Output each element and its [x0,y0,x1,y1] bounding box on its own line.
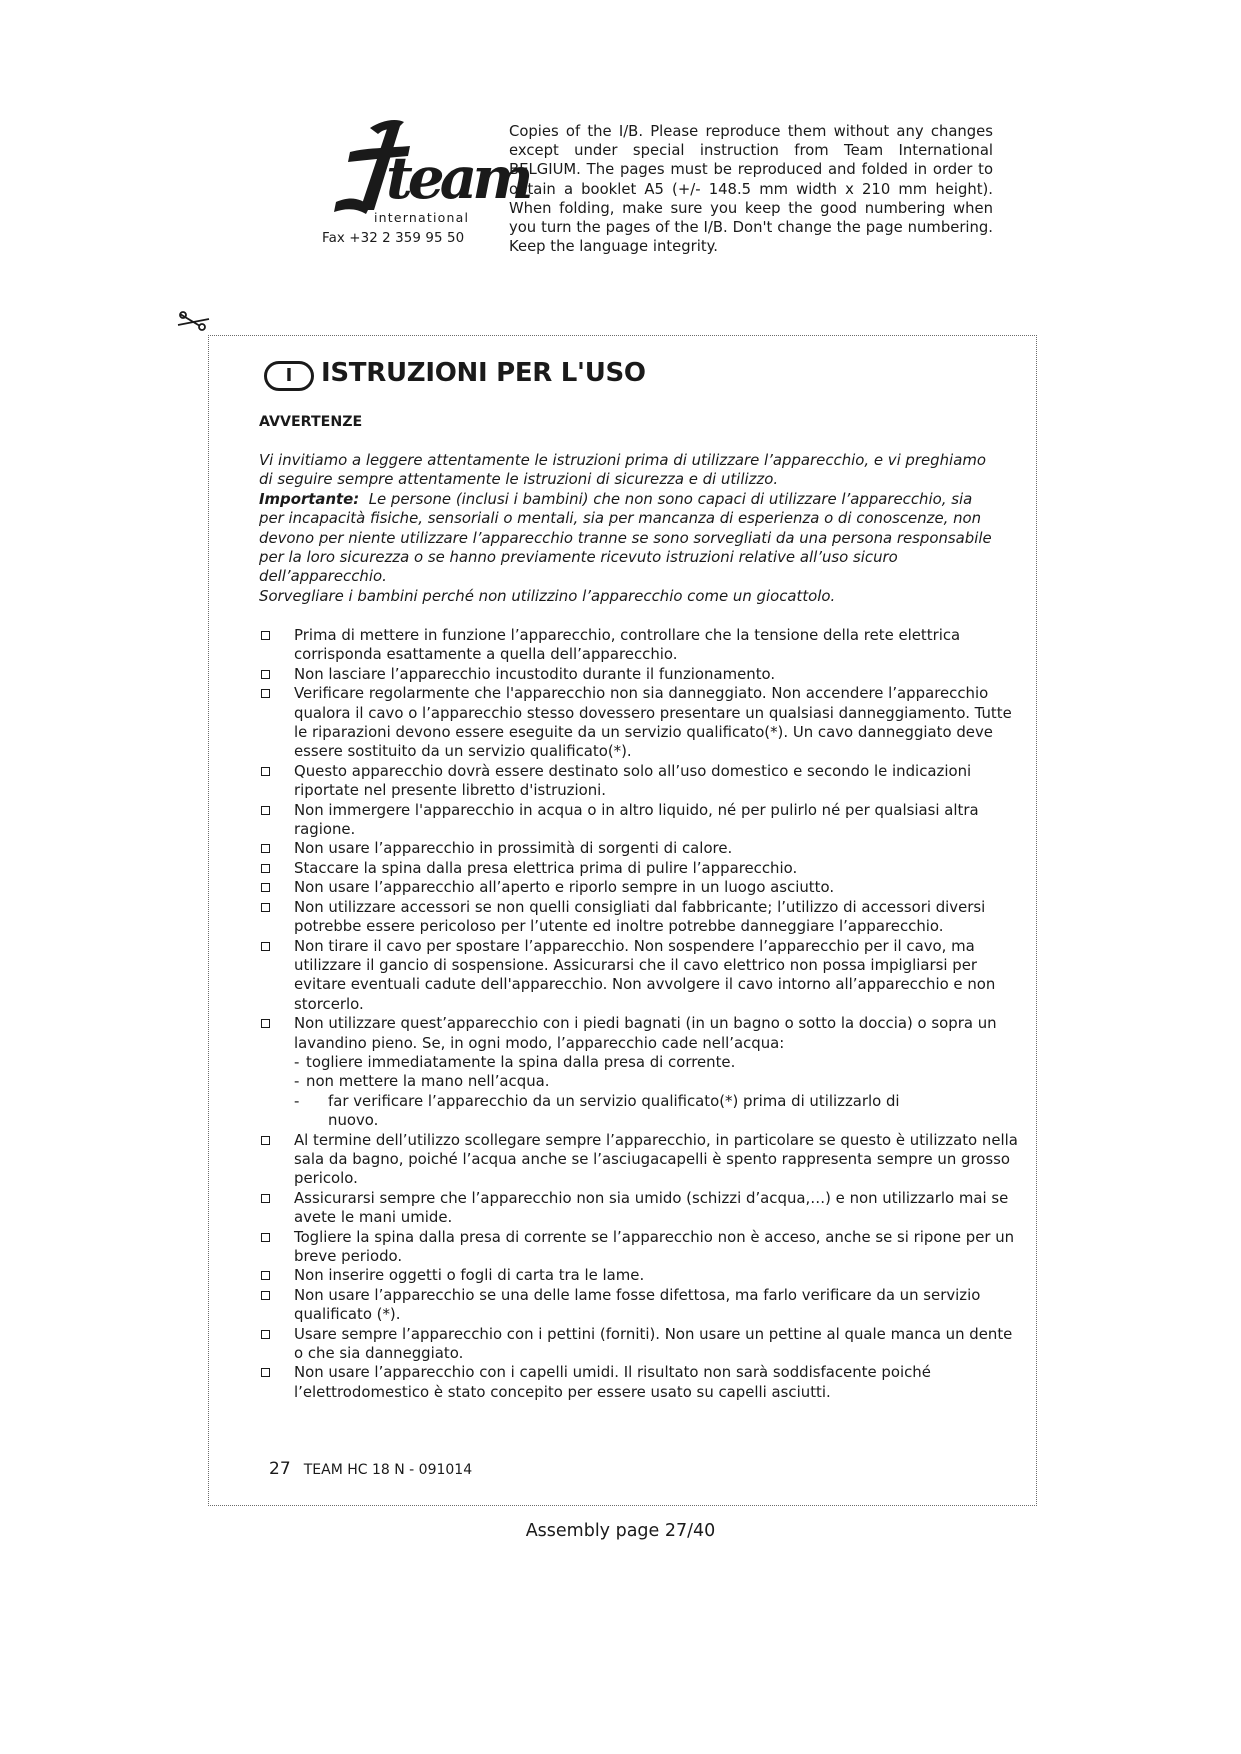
checkbox-bullet-icon [261,1271,270,1280]
checkbox-bullet-icon [261,1330,270,1339]
list-item-text: Non lasciare l’apparecchio incustodito durante il funzionamento. [294,664,776,683]
intro-block [259,451,999,606]
checkbox-bullet-icon [261,670,270,679]
list-item-text: Assicurarsi sempre che l’apparecchio non sia umido (schizzi d’acqua,…) e non utilizzarlo mai se avete le mani umide. [294,1188,1009,1227]
sub-item-text: far verificare l’apparecchio da un servizio qualificato(*) prima di utilizzarlo di nuovo. [328,1091,900,1130]
checkbox-bullet-icon [261,1233,270,1242]
checkbox-bullet-icon [261,767,270,776]
list-item-text: Togliere la spina dalla presa di corrente se l’apparecchio non è acceso, anche se si ripone per un breve periodo. [294,1227,1015,1265]
list-item-text: Usare sempre l’apparecchio con i pettini (forniti). Non usare un pettine al quale manca un dente o che sia danneggiato. [294,1324,1013,1363]
fax-number: Fax +32 2 359 95 50 [322,231,465,246]
team-international-logo [330,118,529,230]
list-item [259,878,1019,897]
list-item [259,665,1019,684]
water-steps [259,1053,1019,1131]
warnings-list [259,626,1019,1402]
checkbox-bullet-icon [261,903,270,912]
list-item-text: Staccare la spina dalla presa elettrica prima di pulire l’apparecchio. [294,858,798,877]
scissors-icon [178,311,210,331]
list-item-text: Al termine dell’utilizzo scollegare sempre l’apparecchio, in particolare se questo è utilizzato nella sala da bagno, poiché l’acqua anche se l’asciugacapelli è spento rappresenta sempre un grosso pericolo. [294,1130,1018,1188]
list-item [259,1286,1019,1325]
checkbox-bullet-icon [261,631,270,640]
list-item [259,1363,1019,1402]
supervision-paragraph: Sorvegliare i bambini perché non utilizzino l’apparecchio come un giocattolo. [259,586,836,605]
checkbox-bullet-icon [261,864,270,873]
checkbox-bullet-icon [261,806,270,815]
list-item-text: Non utilizzare accessori se non quelli consigliati dal fabbricante; l’utilizzo di accessori diversi potrebbe essere pericoloso per l’utente ed inoltre potrebbe danneggiare l’apparecchio. [294,897,986,936]
sub-item: - togliere immediatamente la spina dalla presa di corrente. [294,1052,736,1071]
list-item [259,1014,1019,1053]
list-item-text: Non inserire oggetti o fogli di carta tra le lame. [294,1266,645,1285]
model-code: TEAM HC 18 N - 091014 [303,1462,473,1478]
sub-item: - non mettere la mano nell’acqua. [294,1072,550,1091]
important-label: Importante: [259,489,360,508]
page-footer [269,1459,472,1479]
list-item [259,898,1019,937]
list-item [259,762,1019,801]
checkbox-bullet-icon [261,1194,270,1203]
sub-item: - far verificare l’apparecchio da un servizio qualificato(*) prima di utilizzarlo di nuovo. [259,1092,1019,1131]
checkbox-bullet-icon [261,1291,270,1300]
section-heading: AVVERTENZE [259,414,363,430]
logo-subword: international [374,210,470,225]
list-item-text: Non tirare il cavo per spostare l’apparecchio. Non sospendere l’apparecchio per il cavo, ma utilizzare il gancio di sospensione. Assicurarsi che il cavo elettrico non possa impigliarsi per evitare eventuali cadute dell'apparecchio. Non avvolgere il cavo intorno all’apparecchio e non storcerlo. [294,936,996,1013]
reproduction-instructions: Copies of the I/B. Please reproduce them without any changes except under special instruction from Team International BELGIUM. The pages must be reproduced and folded in order to obtain a booklet A5 (+/- 148.5 mm width x 210 mm height). When folding, make sure you keep the good numbering when you turn the pages of the I/B. Don't change the page numbering. Keep the language integrity. [509,123,993,256]
list-item [259,684,1019,762]
list-item-text: Verificare regolarmente che l'apparecchio non sia danneggiato. Non accendere l’apparecchio qualora il cavo o l’apparecchio stesso dovessero presentare un qualsiasi danneggiamento. Tutte le riparazioni devono essere eseguite da un servizio qualificato(*). Un cavo danneggiato deve essere sostituito da un servizio qualificato(*). [294,684,1012,761]
list-item-text: Prima di mettere in funzione l’apparecchio, controllare che la tensione della rete elettrica corrisponda esattamente a quella dell’apparecchio. [294,626,961,664]
checkbox-bullet-icon [261,1368,270,1377]
intro-paragraph: Vi invitiamo a leggere attentamente le istruzioni prima di utilizzare l’apparecchio, e vi preghiamo di seguire sempre attentamente le istruzioni di sicurezza e di utilizzo. [259,451,986,489]
important-paragraph [259,490,999,587]
list-item [259,1266,1019,1285]
list-item-text: Non usare l’apparecchio all’aperto e riporlo sempre in un luogo asciutto. [294,878,835,897]
checkbox-bullet-icon [261,844,270,853]
list-item [259,1228,1019,1267]
important-text: Le persone (inclusi i bambini) che non sono capaci di utilizzare l’apparecchio, sia per incapacità fisiche, sensoriali o mentali, sia per mancanza di esperienza o di conoscenze, non devono per niente utilizzare l’apparecchio tranne se sono sorvegliati da una persona responsabile per la loro sicurezza o se hanno previamente ricevuto istruzioni relative all’uso sicuro dell’apparecchio. [259,489,992,586]
list-item-text: Non utilizzare quest’apparecchio con i piedi bagnati (in un bagno o sotto la doccia) o sopra un lavandino pieno. Se, in ogni modo, l’apparecchio cade nell’acqua: [294,1014,997,1052]
assembly-page-label: Assembly page 27/40 [525,1521,716,1541]
checkbox-bullet-icon [261,689,270,698]
water-steps-list [259,1053,1019,1131]
list-item [259,1189,1019,1228]
list-item [259,1325,1019,1364]
list-item-text: Non usare l’apparecchio se una delle lame fosse difettosa, ma farlo verificare da un servizio qualificato (*). [294,1285,981,1324]
sub-item-text: non mettere la mano nell’acqua. [306,1072,550,1091]
list-item [259,626,1019,665]
list-item-text: Non usare l’apparecchio con i capelli umidi. Il risultato non sarà soddisfacente poiché l’elettrodomestico è stato concepito per essere usato su capelli asciutti. [294,1363,931,1401]
page-title: ISTRUZIONI PER L'USO [321,358,646,388]
list-item [259,1131,1019,1189]
checkbox-bullet-icon [261,1136,270,1145]
list-item [259,801,1019,840]
logo-word: team [386,144,529,212]
checkbox-bullet-icon [261,883,270,892]
checkbox-bullet-icon [261,1019,270,1028]
list-item [259,839,1019,858]
language-badge: I [264,361,314,391]
list-item-text: Questo apparecchio dovrà essere destinato solo all’uso domestico e secondo le indicazioni riportate nel presente libretto d'istruzioni. [294,761,972,800]
list-item [259,937,1019,1015]
list-item-text: Non immergere l'apparecchio in acqua o in altro liquido, né per pulirlo né per qualsiasi altra ragione. [294,800,979,839]
sub-item-text: togliere immediatamente la spina dalla presa di corrente. [306,1052,736,1071]
list-item [259,859,1019,878]
list-item-text: Non usare l’apparecchio in prossimità di sorgenti di calore. [294,839,733,858]
checkbox-bullet-icon [261,942,270,951]
page-number: 27 [269,1459,291,1479]
